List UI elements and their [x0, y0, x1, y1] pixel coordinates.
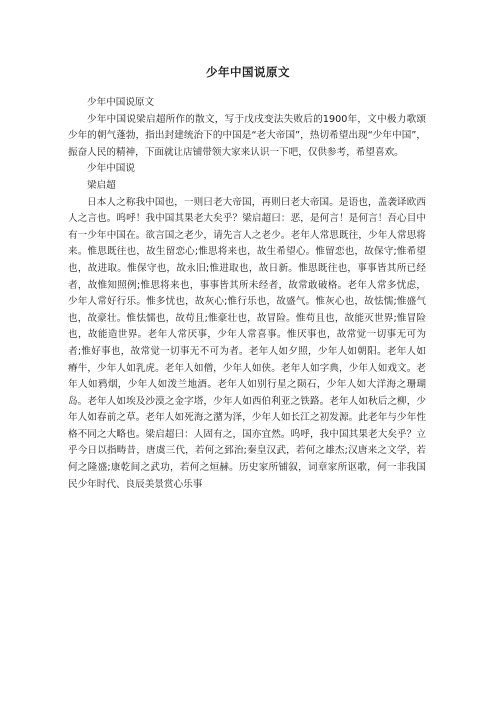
paragraph-subtitle: 少年中国说原文 [87, 97, 155, 108]
document-body [68, 95, 426, 493]
paragraph-intro: 少年中国说梁启超所作的散文，写于戊戌变法失败后的1900年，文中极力歌颂少年的朝气蓬勃，指出封建统治下的中国是“老大帝国”，热切希望出现“少年中国”，振奋人民的精神，下面就让店铺带领大家来认识一下吧，仅供参考，希望喜欢。 [68, 113, 426, 158]
document-title: 少年中国说原文 [206, 65, 290, 79]
paragraph-essay-body: 日本人之称我中国也，一则曰老大帝国，再则曰老大帝国。是语也，盖袭译欧西人之言也。呜呼！我中国其果老大矣乎？梁启超曰：恶，是何言！是何言！吾心目中有一少年中国在。欲言国之老少，请先言人之老少。老年人常思既往，少年人常思将来。惟思既往也，故生留恋心;惟思将来也，故生希望心。惟留恋也，故保守;惟希望也，故进取。惟保守也，故永旧;惟进取也，故日新。惟思既往也，事事皆其所已经者，故惟知照例;惟思将来也，事事皆其所未经者，故常敢破格。老年人常多忧虑，少年人常好行乐。惟多忧也，故灰心;惟行乐也，故盛气。惟灰心也，故怯懦;惟盛气也，故豪壮。惟怯懦也，故苟且;惟豪壮也，故冒险。惟苟且也，故能灭世界;惟冒险也，故能造世界。老年人常厌事，少年人常喜事。惟厌事也，故常觉一切事无可为者;惟好事也，故常觉一切事无不可为者。老年人如夕照，少年人如朝阳。老年人如瘠牛，少年人如乳虎。老年人如僧，少年人如侠。老年人如字典，少年人如戏文。老年人如鸦烟，少年人如泼兰地酒。老年人如别行星之陨石，少年人如大洋海之珊瑚岛。老年人如埃及沙漠之金字塔，少年人如西伯利亚之铁路。老年人如秋后之柳，少年人如春前之草。老年人如死海之潴为泽，少年人如长江之初发源。此老年与少年性格不同之大略也。梁启超曰：人固有之，国亦宜然。呜呼，我中国其果老大矣乎？立乎今日以指畴昔，唐虞三代，若何之郅治;秦皇汉武，若何之雄杰;汉唐来之文学，若何之隆盛;康乾间之武功，若何之烜赫。历史家所铺叙，词章家所讴歌，何一非我国民少年时代、良辰美景赏心乐事 [68, 196, 426, 490]
paragraph-author: 梁启超 [87, 179, 116, 191]
paragraph-essay-title: 少年中国说 [87, 163, 135, 175]
